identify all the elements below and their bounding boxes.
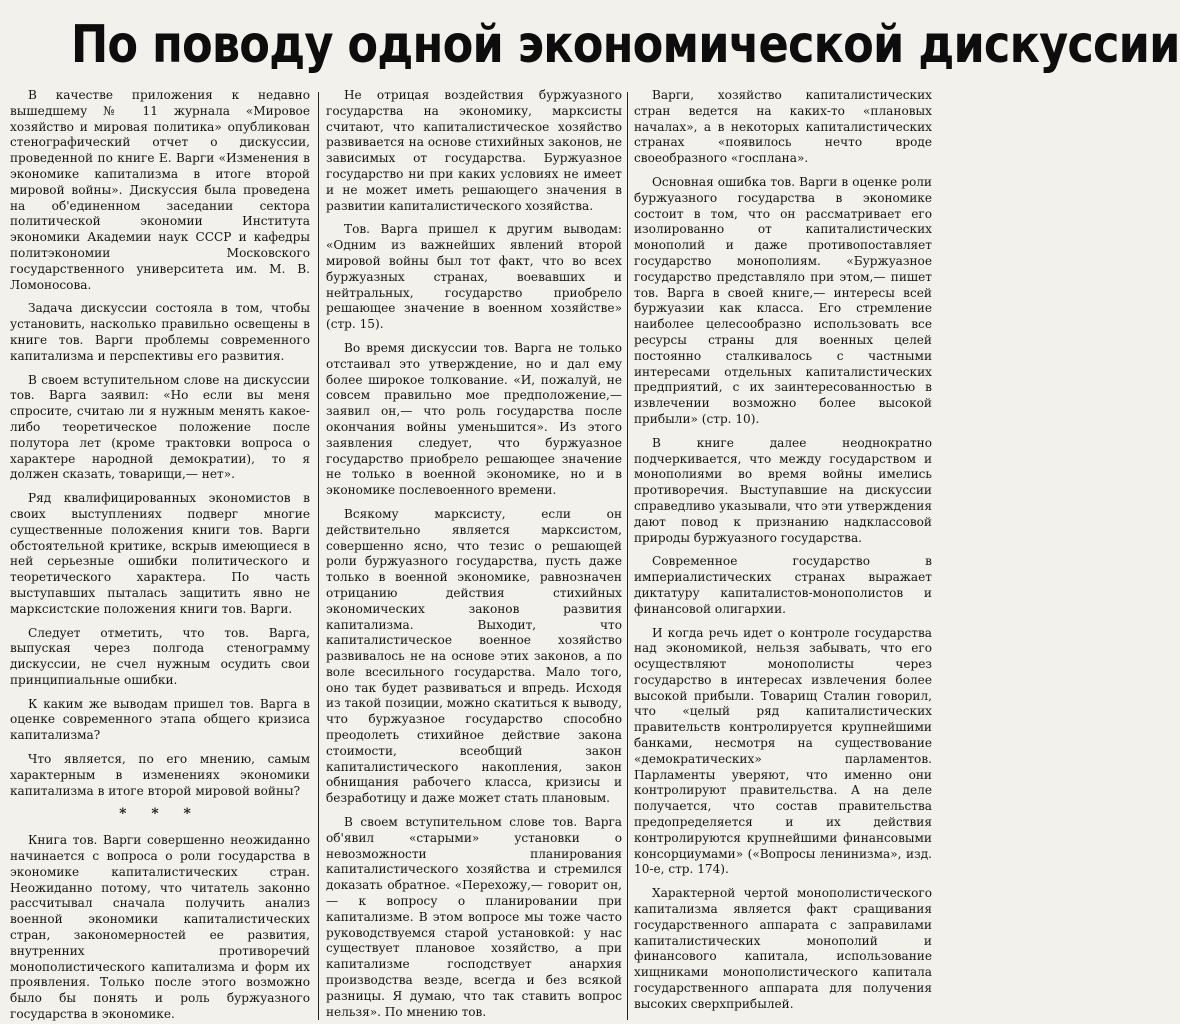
paragraph: В книге далее неоднократно подчеркивается, что между государством и монополиями во время войны имелись противоречия. Выступавшие на дискуссии справедливо указывали, что эти утверждения дают повод к признанию надклассовой природы буржуазного государства.	[634, 435, 932, 545]
column-1	[10, 88, 310, 1020]
column-rule-2	[627, 92, 628, 1020]
paragraph: Всякому марксисту, если он действительно является марксистом, совершенно ясно, что тезис о решающей роли буржуазного государства, пусть даже только в военной экономике, равнозначен отрицанию действия стихийных экономических законов развития капитализма. Выходит, что капиталистическое военное хозяйство развивалось не на основе этих законов, а по воле всесильного государства. Мало того, оно так будет развиваться и впредь. Исходя из такой позиции, можно скатиться к выводу, что буржуазное государство способно преодолеть стихийное действие закона стоимости, всеобщий закон капиталистического накопления, закон обнищания рабочего класса, кризисы и безработицу и даже может стать плановым.	[326, 506, 622, 806]
paragraph: В качестве приложения к недавно вышедшему № 11 журнала «Мировое хозяйство и мировая политика» опубликован стенографический отчет о дискуссии, проведенной по книге Е. Варги «Изменения в экономике капитализма в итоге второй мировой войны». Дискуссия была проведена на об'единенном заседании сектора политической экономии Института экономики Академии наук СССР и кафедры политэкономии Московского государственного университета им. М. В. Ломоносова.	[10, 88, 310, 292]
paragraph: Задача дискуссии состояла в том, чтобы установить, насколько правильно освещены в книге тов. Варги проблемы современного капитализма и перспективы его развития.	[10, 301, 310, 363]
section-separator: * * *	[119, 806, 201, 823]
paragraph: Что является, по его мнению, самым характерным в изменениях экономики капитализма в итоге второй мировой войны?	[10, 752, 310, 798]
paragraph: Характерной чертой монополистического капитализма является факт сращивания государственного аппарата с заправилами капиталистических монополий и финансового капитала, использование хищниками монополистического капитала государственного аппарата для получения высоких сверхприбылей.	[634, 886, 932, 1011]
article-title: По поводу одной экономической дискуссии	[70, 15, 1180, 75]
paragraph: Ряд квалифицированных экономистов в своих выступлениях подверг многие существенные положения книги тов. Варги обстоятельной критике, вскрыв имеющиеся в ней серьезные ошибки политического и теоретического характера. По часть выступавших пыталась защитить явно не марксистские положения книги тов. Варги.	[10, 491, 310, 616]
paragraph: Основная ошибка тов. Варги в оценке роли буржуазного государства в экономике состоит в том, что он рассматривает его изолированно от капиталистических монополий и даже противопоставляет государство монополиям. «Буржуазное государство представляло при этом,— пишет тов. Варга в своей книге,— интересы всей буржуазии как класса. Его стремление наиболее целесообразно использовать все ресурсы страны для военных целей постоянно сталкивалось с частными интересами отдельных капиталистических предприятий, с их заинтересованностью в извлечении возможно более высокой прибыли» (стр. 10).	[634, 174, 932, 426]
paragraph: К каким же выводам пришел тов. Варга в оценке современного этапа общего кризиса капитализма?	[10, 696, 310, 743]
paragraph: Варги, хозяйство капиталистических стран ведется на каких-то «плановых началах», а в некоторых капиталистических странах «появилось нечто вроде своеобразного «госплана».	[634, 88, 932, 166]
paragraph: Современное государство в империалистических странах выражает диктатуру капиталистов-монополистов и финансовой олигархии.	[634, 554, 932, 616]
paragraph: Книга тов. Варги совершенно неожиданно начинается с вопроса о роли государства в экономике капиталистических стран. Неожиданно потому, что читатель законно рассчитывал сначала получить анализ военной экономики капиталистических стран, закономерностей ее развития, внутренних противоречий монополистического капитализма и форм их проявления. Только после этого возможно было бы понять и роль буржуазного государства в экономике.	[10, 833, 310, 1022]
paragraph: В своем вступительном слове тов. Варга об'явил «старыми» установки о невозможности планирования капиталистического хозяйства и стремился доказать обратное. «Перехожу,— говорит он,— к вопросу о планировании при капитализме. В этом вопросе мы тоже часто руководствуемся старой установкой: у нас существует плановое хозяйство, а при капитализме господствует анархия производства везде, всегда и без всякой разницы. Я думаю, что так ставить вопрос нельзя». По мнению тов.	[326, 815, 622, 1019]
paragraph: В своем вступительном слове на дискуссии тов. Варга заявил: «Но если вы меня спросите, считаю ли я нужным менять какое-либо теоретическое положение после полутора лет (кроме трактовки вопроса о характере народной демократии), то я должен сказать, товарищи,— нет».	[10, 372, 310, 482]
paragraph: И когда речь идет о контроле государства над экономикой, нельзя забывать, что его осуществляют монополисты через государство в интересах извлечения более высокой прибыли. Товарищ Сталин говорил, что «целый ряд капиталистических правительств контролируется крупнейшими банками, несмотря на существование «демократических» парламентов. Парламенты уверяют, что именно они контролируют правительства. А на деле получается, что состав правительства предопределяется и их действия контролируются крупнейшими финансовыми консорциумами» («Вопросы ленинизма», изд. 10-е, стр. 174).	[634, 625, 932, 877]
column-rule-1	[318, 92, 319, 1020]
column-2	[326, 88, 622, 1020]
paragraph: Во время дискуссии тов. Варга не только отстаивал это утверждение, но и дал ему более широкое толкование. «И, пожалуй, не совсем правильно мое предположение,— заявил он,— что роль государства после окончания войны уменьшится». Из этого заявления следует, что буржуазное государство приобрело решающее значение не только в военной экономике, но и в экономике послевоенного времени.	[326, 340, 622, 498]
paragraph: Следует отметить, что тов. Варга, выпуская через полгода стенограмму дискуссии, не счел нужным осудить свои принципиальные ошибки.	[10, 625, 310, 687]
paragraph: Не отрицая воздействия буржуазного государства на экономику, марксисты считают, что капиталистическое хозяйство развивается на основе стихийных законов, не зависимых от государства. Буржуазное государство ни при каких условиях не имеет и не может иметь решающего значения в развитии капиталистического хозяйства.	[326, 88, 622, 213]
paragraph: Тов. Варга пришел к другим выводам: «Одним из важнейших явлений второй мировой войны был тот факт, что во всех буржуазных странах, воевавших и нейтральных, государство приобрело решающее значение в военном хозяйстве» (стр. 15).	[326, 222, 622, 332]
column-3	[634, 88, 932, 1020]
